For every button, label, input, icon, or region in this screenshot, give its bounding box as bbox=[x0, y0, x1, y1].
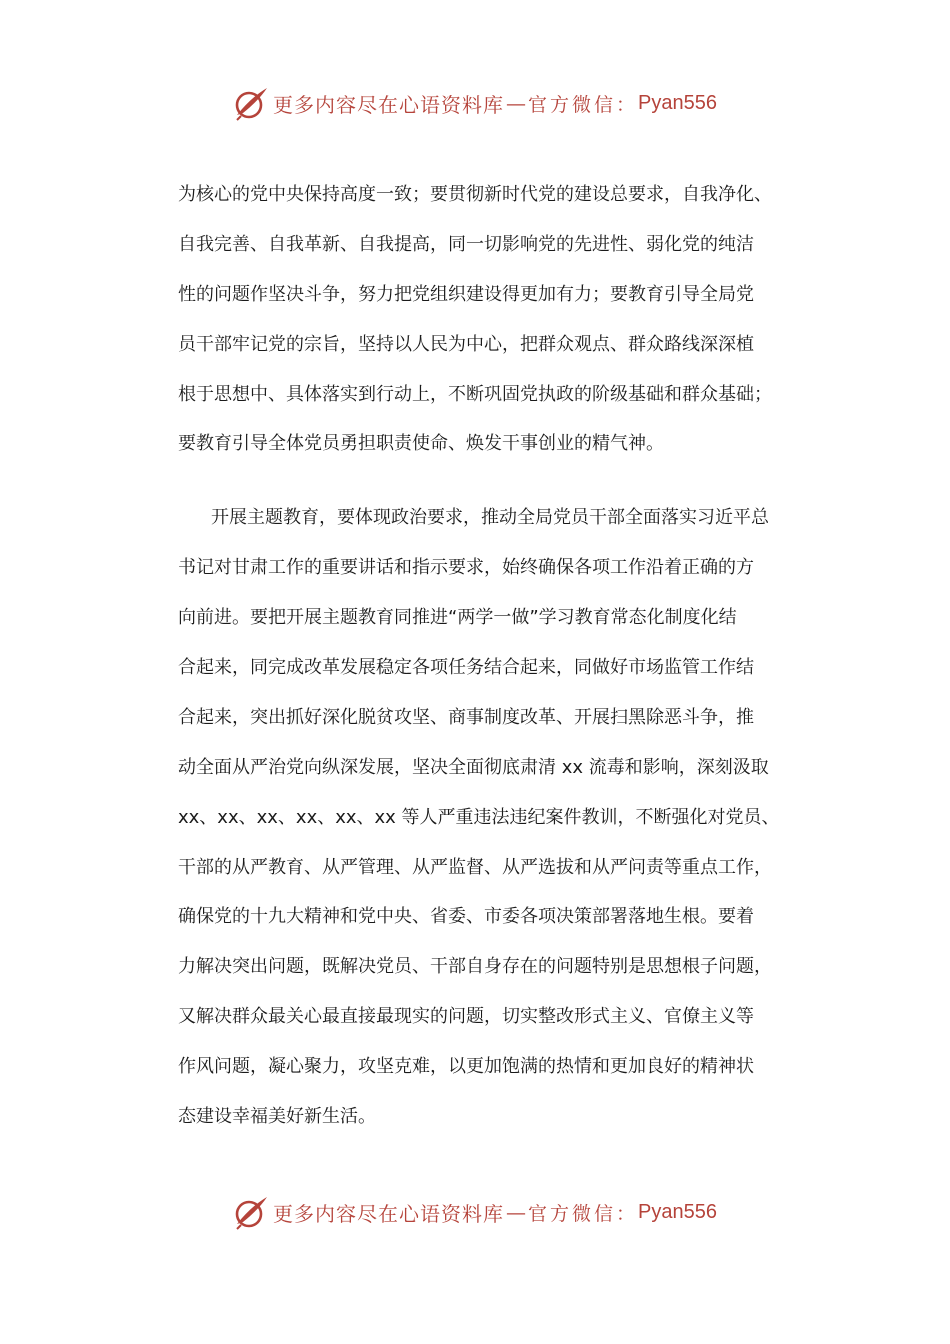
text-line: 作风问题，凝心聚力，攻坚克难，以更加饱满的热情和更加良好的精神状 bbox=[178, 1056, 754, 1078]
text-line: 要教育引导全体党员勇担职责使命、焕发干事创业的精气神。 bbox=[178, 433, 664, 455]
quill-logo-icon bbox=[233, 1194, 269, 1230]
banner-wechat-label: 官方微信： bbox=[528, 93, 639, 116]
banner-slogan: 更多内容尽在心语资料库 bbox=[273, 1201, 504, 1226]
text-line: 为核心的党中央保持高度一致；要贯彻新时代党的建设总要求，自我净化、 bbox=[178, 184, 772, 205]
text-line: 又解决群众最关心最直接最现实的问题，切实整改形式主义、官僚主义等 bbox=[178, 1006, 754, 1028]
text-line: 干部的从严教育、从严管理、从严监督、从严选拔和从严问责等重点工作， bbox=[178, 856, 772, 878]
document-body bbox=[178, 170, 778, 1142]
banner-wechat-handle: Pyan556 bbox=[638, 1200, 717, 1223]
text-line: 力解决突出问题，既解决党员、干部自身存在的问题特别是思想根子问题， bbox=[178, 956, 772, 978]
paragraph-1 bbox=[178, 170, 778, 469]
text-line: 性的问题作坚决斗争，努力把党组织建设得更加有力；要教育引导全局党 bbox=[178, 283, 754, 305]
text-line: 向前进。要把开展主题教育同推进“两学一做”学习教育常态化制度化结 bbox=[178, 607, 737, 629]
paragraph-2 bbox=[178, 493, 778, 1142]
text-line: 员干部牢记党的宗旨，坚持以人民为中心，把群众观点、群众路线深深植 bbox=[178, 333, 754, 355]
footer-banner bbox=[0, 1192, 950, 1232]
text-line: 根于思想中、具体落实到行动上，不断巩固党执政的阶级基础和群众基础； bbox=[178, 383, 772, 405]
banner-wechat-handle: Pyan556 bbox=[638, 91, 717, 114]
text-line: 确保党的十九大精神和党中央、省委、市委各项决策部署落地生根。要着 bbox=[178, 906, 754, 928]
text-line: 合起来，同完成改革发展稳定各项任务结合起来，同做好市场监管工作结 bbox=[178, 657, 754, 679]
text-line: 自我完善、自我革新、自我提高，同一切影响党的先进性、弱化党的纯洁 bbox=[178, 233, 754, 255]
text-line: 态建设幸福美好新生活。 bbox=[178, 1106, 376, 1128]
text-line: xx、xx、xx、xx、xx、xx 等人严重违法违纪案件教训，不断强化对党员、 bbox=[178, 806, 780, 828]
banner-dash: — bbox=[506, 91, 526, 115]
text-line: 开展主题教育，要体现政治要求，推动全局党员干部全面落实习近平总 bbox=[211, 507, 769, 529]
banner-dash: — bbox=[506, 1200, 526, 1224]
text-line: 动全面从严治党向纵深发展，坚决全面彻底肃清 xx 流毒和影响，深刻汲取 bbox=[178, 756, 769, 778]
banner-wechat-label: 官方微信： bbox=[528, 1202, 639, 1225]
header-banner bbox=[0, 83, 950, 123]
banner-slogan: 更多内容尽在心语资料库 bbox=[273, 92, 504, 117]
text-line: 合起来，突出抓好深化脱贫攻坚、商事制度改革、开展扫黑除恶斗争，推 bbox=[178, 706, 754, 728]
text-line: 书记对甘肃工作的重要讲话和指示要求，始终确保各项工作沿着正确的方 bbox=[178, 557, 754, 579]
quill-logo-icon bbox=[233, 85, 269, 121]
